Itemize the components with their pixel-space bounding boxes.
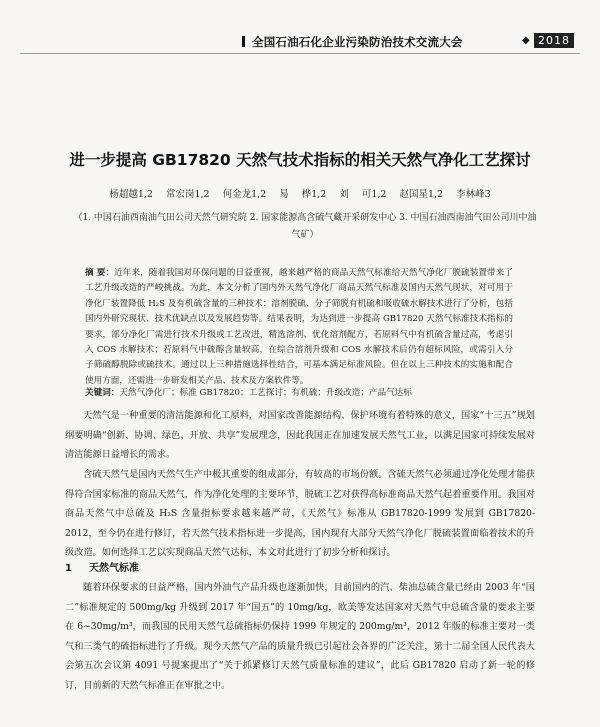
abstract-text: 近年来，随着我国对环保问题的日益重视，越来越严格的商品天然气标准给天然气净化厂脱硫装置带来了工艺升级改造的严峻挑战。为此，本文分析了国内外天然气净化厂商品天然气标准及国内天然气现状，对可用于净化厂装置降低 H₂S 及有机硫含量的三种技术：溶剂脱硫、分子筛脱有机硫和吸收硫水解技术进行了分析，包括国内外研究现状、技术优缺点以及发展趋势等。结果表明，为达到进一步提高 GB17820 天然气标准技术指标的要求，部分净化厂需进行技术升级或工艺改进，精选溶剂、优化溶剂配方、若原料气中有机硫含量过高，考虑引入 COS 水解技术；若原料气中硫醇含量较高，在综合溶剂升级和 COS 水解技术后仍有超标风险，或需引入分子筛硫醇脱除或硫技术。通过以上三种措施选择性结合，可基本满足标准风险。但在以上三种技术的实施和配合使用方面，还需进一步研发相关产品、技术及方案软件等。: [85, 268, 513, 386]
year-badge: 2018: [534, 33, 574, 48]
section-heading: [65, 559, 139, 574]
header-mark: [242, 36, 245, 47]
paragraph: 含硫天然气是国内天然气生产中极其重要的组成部分，有较高的市场份额。含硫天然气必须通过净化处理才能获得符合国家标准的商品天然气，作为净化处理的主要环节，脱硫工艺对获得高标准商品天然气起着重要作用。我国对商品天然气中总硫及 H₂S 含量指标要求越来越严苛，《天然气》标准从 GB17820-1999 发展到 GB17820-2012，至今仍在进行修订，若天然气技术指标进一步提高，国内现有大部分天然气净化厂脱硫装置面临着技术的升级改造。如何选择工艺以实现商品天然气达标，本文对此进行了初步分析和探讨。: [65, 469, 535, 558]
keywords-text: 天然气净化厂；标准 GB17820；工艺探讨；有机硫；升级改造；产品气达标: [119, 388, 412, 398]
affiliations: （1. 中国石油西南油气田公司天然气研究院 2. 国家能源高含硫气藏开采研发中心 3. 中国石油西南油气田公司川中油气矿）: [73, 213, 537, 240]
author-list: 杨超越1,2 常宏岗1,2 何金龙1,2 易 桦1,2 刘 可1,2 赵国星1,2 李林峰3: [109, 189, 491, 200]
keywords: [85, 386, 513, 398]
conference-title: 全国石油石化企业污染防治技术交流大会: [252, 35, 463, 49]
running-header: [0, 30, 600, 52]
paragraph: 天然气是一种重要的清洁能源和化工原料，对国家改善能源结构、保护环境有着特殊的意义，国家“十三五”规划纲要明确“创新、协调、绿色、开放、共享”发展理念，因此我国正在加速发展天然气工业，以满足国家可持续发展对清洁能源日益增长的需求。: [65, 410, 535, 460]
section-number: 1: [65, 563, 72, 574]
abstract-label: 摘 要：: [85, 268, 115, 278]
article-title: 进一步提高 GB17820 天然气技术指标的相关天然气净化工艺探讨: [69, 151, 531, 169]
diamond-icon: ◆: [522, 35, 530, 46]
keywords-label: 关键词：: [85, 388, 120, 398]
section-title: 天然气标准: [89, 563, 139, 574]
abstract: [85, 266, 513, 389]
header-rule: [20, 53, 580, 54]
paragraph: 随着环保要求的日益严格，国内外油气产品升级也逐渐加快，目前国内的汽、柴油总硫含量已经由 2003 年“国二”标准规定的 500mg/kg 升级到 2017 年“国五”的 10mg/kg，欧美等发达国家对天然气中总硫含量的要求主要在 6~30mg/m³，而我国的民用天然气总硫指标仍保持 1999 年规定的 200mg/m³，2012 年版的标准主要对一类气和三类气的硫指标进行了升级。现今天然气产品的质量升级已引起社会各界的广泛关注，第十二届全国人民代表大会第五次会议第 4091 号提案提出了“关于抓紧修订天然气质量标准的建议”，此后 GB17820 启动了新一轮的修订，目前新的天然气标准正在审批之中。: [65, 582, 535, 691]
